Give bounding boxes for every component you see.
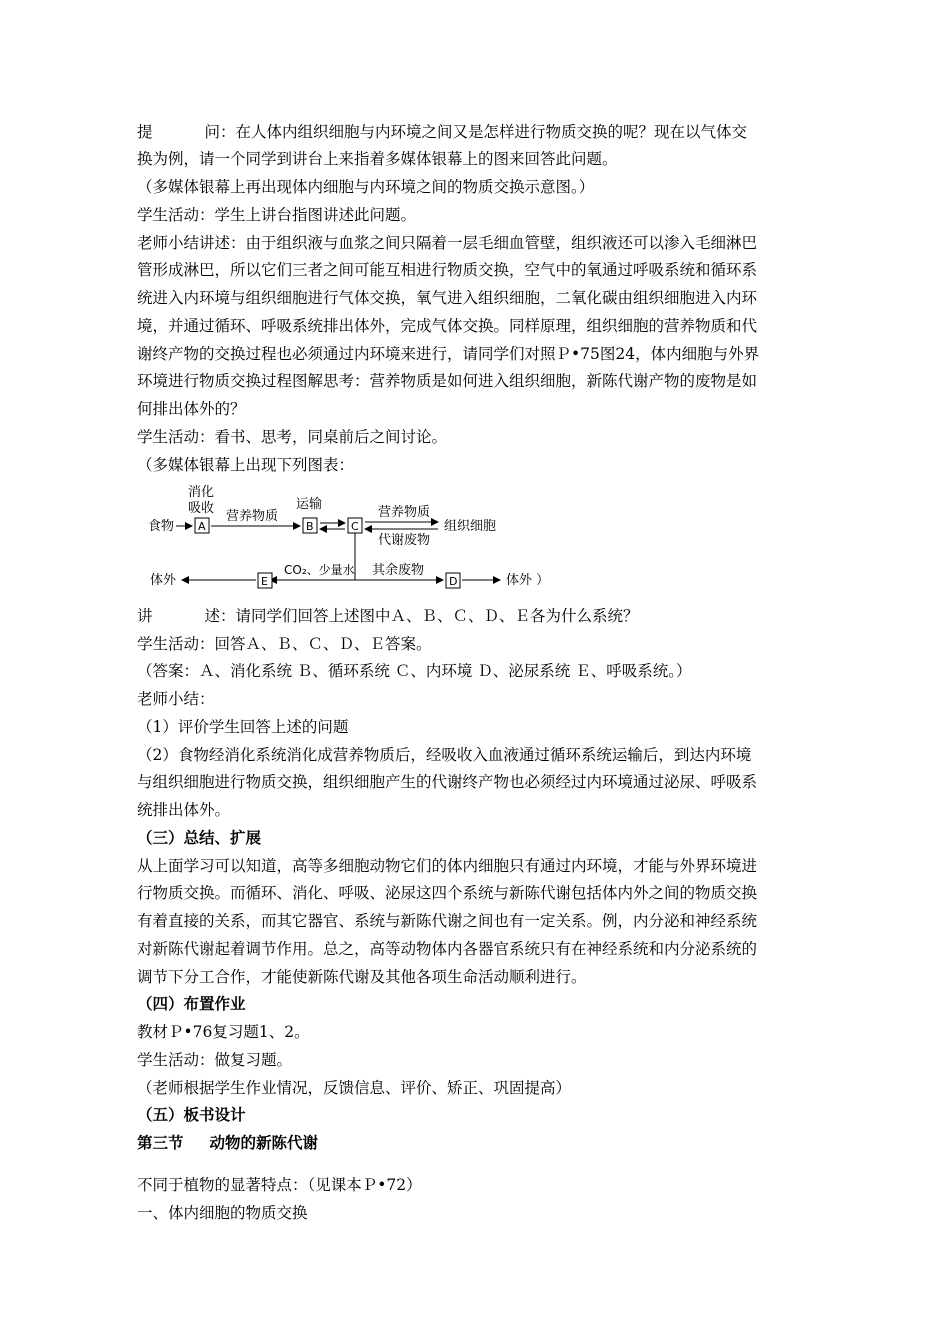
summary-item-2-line-3: 统排出体外。: [137, 801, 231, 819]
conclusion-line-5: 调节下分工合作，才能使新陈代谢及其他各项生命活动顺利进行。: [137, 968, 587, 986]
conclusion-line-4: 对新陈代谢起着调节作用。总之，高等动物体内各器官系统只有在神经系统和内分泌系统的: [137, 940, 758, 958]
label-outside-right: 体外 ）: [506, 573, 550, 588]
teacher-summary-line-7: 何排出体外的？: [137, 400, 246, 418]
section-heading-4: （四）布置作业: [137, 994, 246, 1013]
box-b-label: B: [306, 520, 314, 533]
label-nutrient-2: 营养物质: [378, 505, 431, 520]
teacher-summary-line-4: 境，并通过循环、呼吸系统排出体外，完成气体交换。同样原理，组织细胞的营养物质和代: [137, 317, 758, 335]
conclusion-line-2: 行物质交换。而循环、消化、呼吸、泌尿这四个系统与新陈代谢包括体内外之间的物质交换: [137, 884, 758, 902]
conclusion-line-3: 有着直接的关系，而其它器官、系统与新陈代谢之间也有一定关系。例，内分泌和神经系统: [137, 912, 758, 930]
feedback-note: （老师根据学生作业情况，反馈信息、评价、矫正、巩固提高）: [137, 1079, 572, 1097]
teacher-summary-line-6: 环境进行物质交换过程图解思考：营养物质是如何进入组织细胞，新陈代谢产物的废物是如: [137, 372, 758, 390]
student-activity-4: 学生活动：做复习题。: [137, 1051, 293, 1069]
section-heading-5: （五）板书设计: [137, 1105, 246, 1124]
section-heading-3: （三）总结、扩展: [137, 828, 262, 847]
summary-item-1: （1）评价学生回答上述的问题: [137, 718, 349, 736]
multimedia-note-2: （多媒体银幕上出现下列图表：: [137, 456, 355, 474]
summary-item-2-line-2: 与组织细胞进行物质交换，组织细胞产生的代谢终产物也必须经过内环境通过泌尿、呼吸系: [137, 773, 758, 791]
teacher-summary-heading: 老师小结：: [137, 690, 215, 708]
label-food: 食物: [148, 519, 175, 534]
teacher-summary-line-3: 统进入内环境与组织细胞进行气体交换，氧气进入组织细胞，二氧化碳由组织细胞进入内环: [137, 289, 758, 307]
board-section-title: 第三节 动物的新陈代谢: [137, 1133, 319, 1152]
label-tissue: 组织细胞: [444, 519, 497, 534]
board-item-1: 一、体内细胞的物质交换: [137, 1204, 308, 1222]
teacher-summary-line-1: 老师小结讲述：由于组织液与血浆之间只隔着一层毛细血管壁，组织液还可以渗入毛细淋巴: [137, 234, 758, 252]
label-outside-left: 体外: [150, 573, 177, 588]
label-co2: CO₂、少量水: [284, 563, 355, 577]
summary-item-2-line-1: （2）食物经消化系统消化成营养物质后，经吸收入血液通过循环系统运输后，到达内环境: [137, 746, 752, 764]
box-a-label: A: [198, 520, 206, 533]
label-nutrient-1: 营养物质: [226, 509, 279, 524]
teacher-summary-line-5: 谢终产物的交换过程也必须通过内环境来进行，请同学们对照Ｐ•75图24，体内细胞与外界: [137, 345, 760, 363]
label-other-waste: 其余废物: [372, 563, 425, 578]
student-activity-3: 学生活动：回答Ａ、Ｂ、Ｃ、Ｄ、Ｅ答案。: [137, 635, 432, 653]
answer-line: （答案：Ａ、消化系统 Ｂ、循环系统 Ｃ、内环境 Ｄ、泌尿系统 Ｅ、呼吸系统。）: [137, 662, 692, 680]
metabolism-flow-diagram: [140, 482, 560, 594]
box-d-label: D: [449, 575, 458, 588]
teacher-summary-line-2: 管形成淋巴，所以它们三者之间可能互相进行物质交换，空气中的氧通过呼吸系统和循环系: [137, 261, 758, 279]
homework-line: 教材Ｐ•76复习题1、2。: [137, 1023, 310, 1041]
label-digest: 消化: [188, 485, 215, 500]
box-e-label: E: [261, 575, 268, 588]
conclusion-line-1: 从上面学习可以知道，高等多细胞动物它们的体内细胞只有通过内环境，才能与外界环境进: [137, 857, 758, 875]
question-line-2: 换为例，请一个同学到讲台上来指着多媒体银幕上的图来回答此问题。: [137, 150, 618, 168]
question-line-1: 提 问：在人体内组织细胞与内环境之间又是怎样进行物质交换的呢？现在以气体交: [137, 123, 748, 141]
narration-line: 讲 述：请同学们回答上述图中Ａ、Ｂ、Ｃ、Ｄ、Ｅ各为什么系统？: [137, 607, 639, 625]
label-transport: 运输: [296, 497, 323, 512]
label-absorb: 吸收: [188, 501, 215, 516]
student-activity-1: 学生活动：学生上讲台指图讲述此问题。: [137, 206, 417, 224]
box-c-label: C: [351, 520, 359, 533]
board-feature-line: 不同于植物的显著特点：（见课本Ｐ•72）: [137, 1176, 422, 1194]
student-activity-2: 学生活动：看书、思考，同桌前后之间讨论。: [137, 428, 448, 446]
label-waste: 代谢废物: [378, 533, 431, 548]
multimedia-note-1: （多媒体银幕上再出现体内细胞与内环境之间的物质交换示意图。）: [137, 178, 595, 196]
